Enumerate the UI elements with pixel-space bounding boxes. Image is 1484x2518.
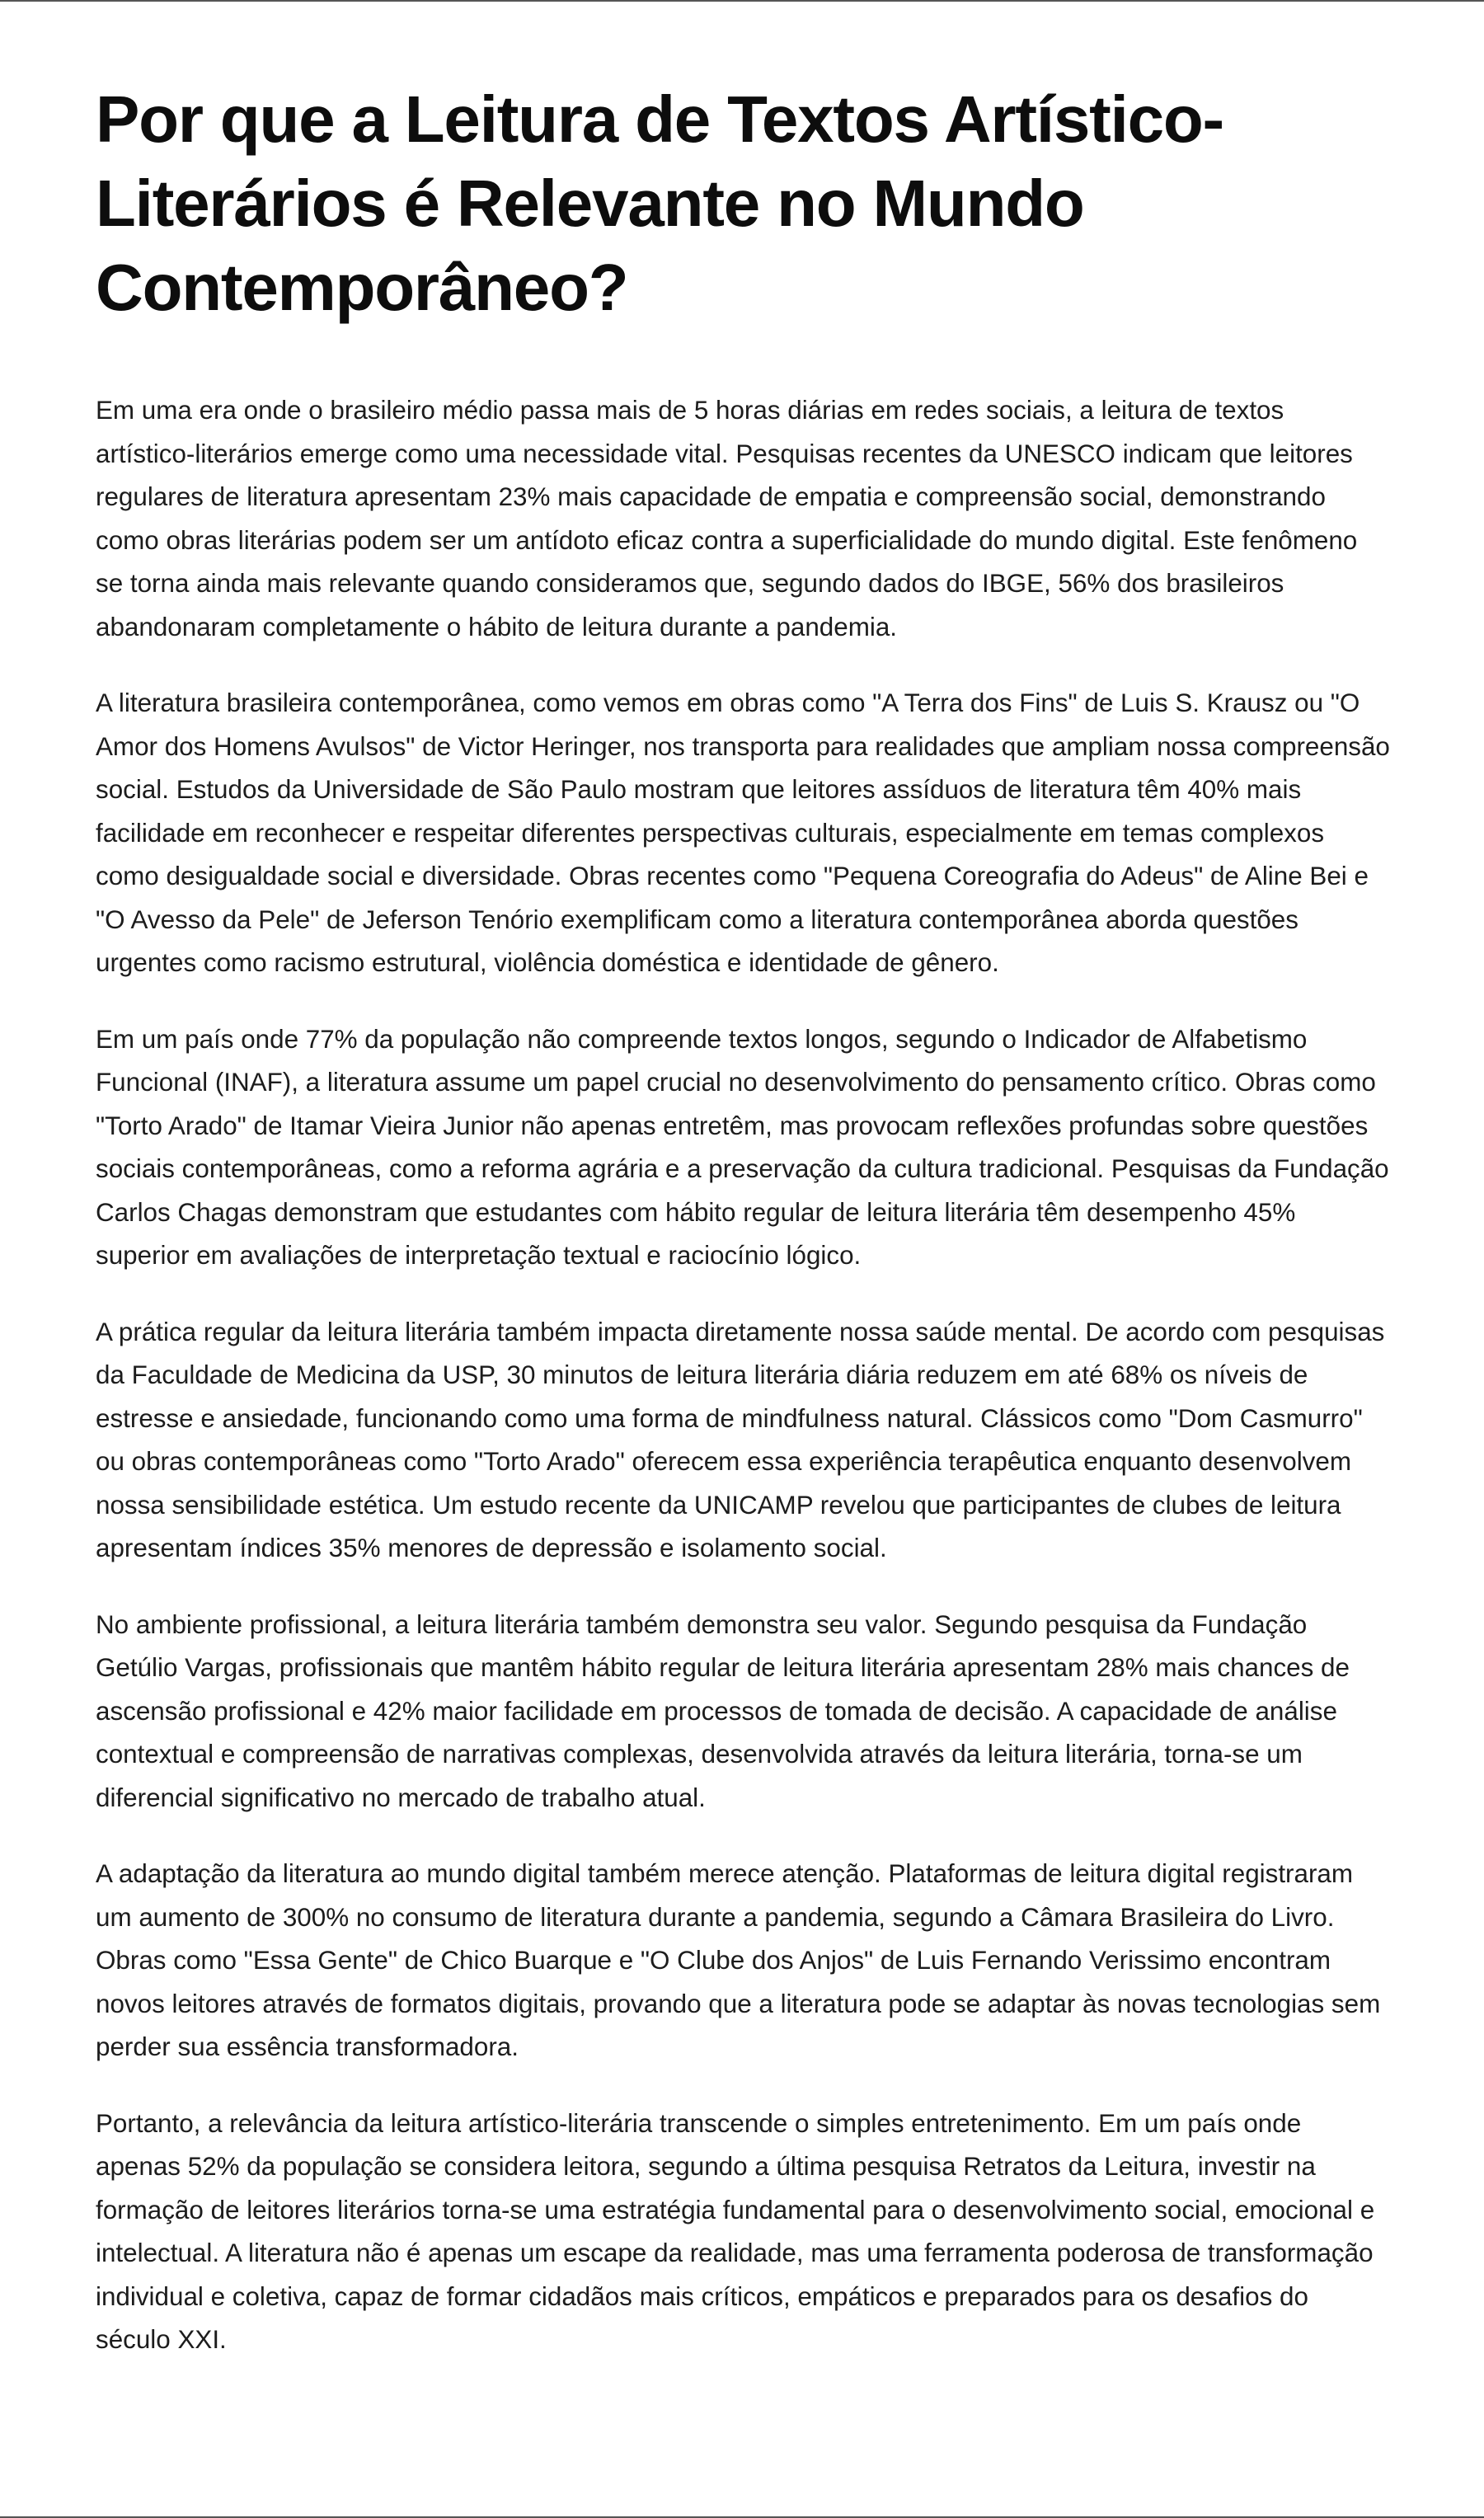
article-paragraph-6: A adaptação da literatura ao mundo digital também merece atenção. Plataformas de leitura digital registraram um aumento de 300% no consumo de literatura durante a pandemia, segundo a Câmara Brasileira do Livro. Obras como "Essa Gente" de Chico Buarque e "O Clube dos Anjos" de Luis Fernando Verissimo encontram novos leitores através de formatos digitais, provando que a literatura pode se adaptar às novas tecnologias sem perder sua essência transformadora. [96, 1859, 1381, 2061]
article-paragraph-4: A prática regular da leitura literária também impacta diretamente nossa saúde mental. De acordo com pesquisas da Faculdade de Medicina da USP, 30 minutos de leitura literária diária reduzem em até 68% os níveis de estresse e ansiedade, funcionando como uma forma de mindfulness natural. Clássicos como "Dom Casmurro" ou obras contemporâneas como "Torto Arado" oferecem essa experiência terapêutica enquanto desenvolvem nossa sensibilidade estética. Um estudo recente da UNICAMP revelou que participantes de clubes de leitura apresentam índices 35% menores de depressão e isolamento social. [96, 1317, 1385, 1562]
article [96, 78, 1390, 2395]
article-title: Por que a Leitura de Textos Artístico-Literários é Relevante no Mundo Contemporâneo? [96, 82, 1223, 324]
article-paragraph-1: Em uma era onde o brasileiro médio passa mais de 5 horas diárias em redes sociais, a leitura de textos artístico-literários emerge como uma necessidade vital. Pesquisas recentes da UNESCO indicam que leitores regulares de literatura apresentam 23% mais capacidade de empatia e compreensão social, demonstrando como obras literárias podem ser um antídoto eficaz contra a superficialidade do mundo digital. Este fenômeno se torna ainda mais relevante quando consideramos que, segundo dados do IBGE, 56% dos brasileiros abandonaram completamente o hábito de leitura durante a pandemia. [96, 396, 1358, 641]
article-paragraph-2: A literatura brasileira contemporânea, como vemos em obras como "A Terra dos Fins" de Luis S. Krausz ou "O Amor dos Homens Avulsos" de Victor Heringer, nos transporta para realidades que ampliam nossa compreensão social. Estudos da Universidade de São Paulo mostram que leitores assíduos de literatura têm 40% mais facilidade em reconhecer e respeitar diferentes perspectivas culturais, especialmente em temas complexos como desigualdade social e diversidade. Obras recentes como "Pequena Coreografia do Adeus" de Aline Bei e "O Avesso da Pele" de Jeferson Tenório exemplificam como a literatura contemporânea aborda questões urgentes como racismo estrutural, violência doméstica e identidade de gênero. [96, 688, 1390, 977]
article-paragraph-7: Portanto, a relevância da leitura artístico-literária transcende o simples entretenimento. Em um país onde apenas 52% da população se considera leitora, segundo a última pesquisa Retratos da Leitura, investir na formação de leitores literários torna-se uma estratégia fundamental para o desenvolvimento social, emocional e intelectual. A literatura não é apenas um escape da realidade, mas uma ferramenta poderosa de transformação individual e coletiva, capaz de formar cidadãos mais críticos, empáticos e preparados para os desafios do século XXI. [96, 2108, 1375, 2354]
article-paragraph-5: No ambiente profissional, a leitura literária também demonstra seu valor. Segundo pesquisa da Fundação Getúlio Vargas, profissionais que mantêm hábito regular de leitura literária apresentam 28% mais chances de ascensão profissional e 42% maior facilidade em processos de tomada de decisão. A capacidade de análise contextual e compreensão de narrativas complexas, desenvolvida através da leitura literária, torna-se um diferencial significativo no mercado de trabalho atual. [96, 1609, 1350, 1812]
article-paragraph-3: Em um país onde 77% da população não compreende textos longos, segundo o Indicador de Alfabetismo Funcional (INAF), a literatura assume um papel crucial no desenvolvimento do pensamento crítico. Obras como "Torto Arado" de Itamar Vieira Junior não apenas entretêm, mas provocam reflexões profundas sobre questões sociais contemporâneas, como a reforma agrária e a preservação da cultura tradicional. Pesquisas da Fundação Carlos Chagas demonstram que estudantes com hábito regular de leitura literária têm desempenho 45% superior em avaliações de interpretação textual e raciocínio lógico. [96, 1024, 1389, 1270]
